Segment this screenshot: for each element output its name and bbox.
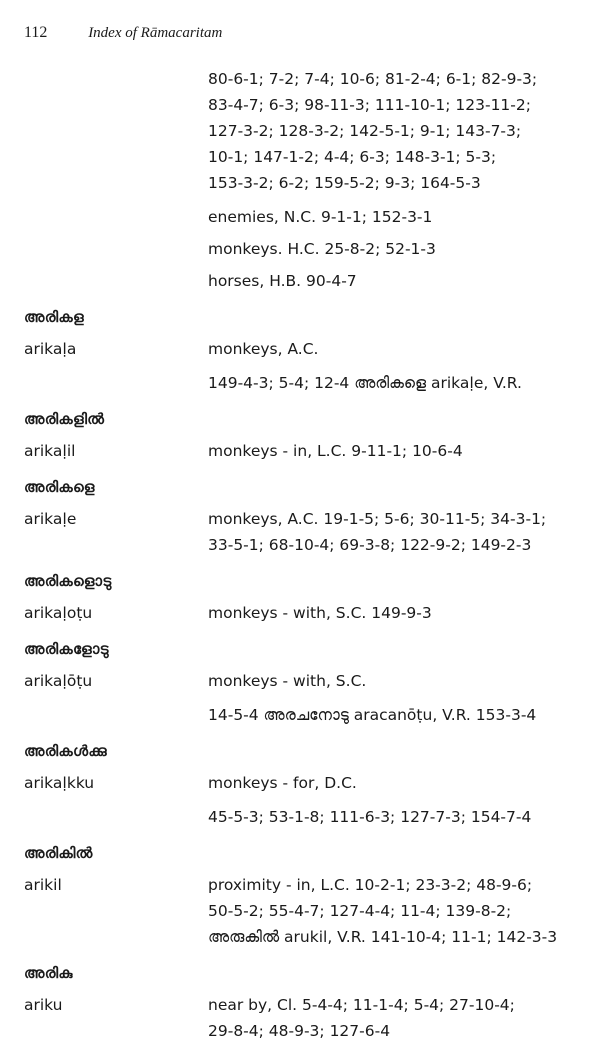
transliterated-headword: arikaḷe: [24, 510, 77, 528]
index-entry: [24, 408, 580, 464]
malayalam-headword: അരികിൽ: [24, 844, 93, 862]
index-entry: [24, 962, 580, 1044]
reference-line: monkeys - for, D.C.: [208, 774, 357, 792]
running-title: Index of Rāmacaritam: [88, 25, 223, 41]
continuation-line: 10-1; 147-1-2; 4-4; 6-3; 148-3-1; 5-3;: [208, 148, 497, 166]
reference-line: monkeys - with, S.C. 149-9-3: [208, 604, 432, 622]
entry-references: [208, 506, 580, 558]
page-header: [24, 22, 222, 42]
reference-line: 45-5-3; 53-1-8; 111-6-3; 127-7-3; 154-7-4: [208, 808, 532, 826]
continuation-extra: horses, H.B. 90-4-7: [208, 272, 357, 290]
continuation-line: 153-3-2; 6-2; 159-5-2; 9-3; 164-5-3: [208, 174, 481, 192]
page-number: 112: [24, 24, 48, 41]
transliterated-headword: arikaḷa: [24, 340, 77, 358]
index-entry: [24, 638, 580, 728]
index-entry: [24, 306, 580, 396]
reference-line: അരുകിൽ arukil, V.R. 141-10-4; 11-1; 142-3-3: [208, 928, 558, 946]
transliterated-headword: arikaḷkku: [24, 774, 95, 792]
index-entry: [24, 570, 580, 626]
entry-references: [208, 600, 580, 626]
reference-line: monkeys, A.C.: [208, 340, 319, 358]
reference-line: monkeys - in, L.C. 9-11-1; 10-6-4: [208, 442, 463, 460]
reference-line: monkeys - with, S.C.: [208, 672, 367, 690]
entry-references: [208, 438, 580, 464]
malayalam-headword: അരികൾക്കു: [24, 742, 107, 760]
entry-references: [208, 668, 580, 728]
reference-line: near by, Cl. 5-4-4; 11-1-4; 5-4; 27-10-4;: [208, 996, 515, 1014]
continuation-line: 80-6-1; 7-2; 7-4; 10-6; 81-2-4; 6-1; 82-9-3;: [208, 70, 538, 88]
reference-line: 29-8-4; 48-9-3; 127-6-4: [208, 1022, 391, 1040]
entry-references: [208, 992, 580, 1044]
entry-references: [208, 872, 580, 950]
continuation-line: 83-4-7; 6-3; 98-11-3; 111-10-1; 123-11-2;: [208, 96, 531, 114]
transliterated-headword: arikaḷoṭu: [24, 604, 93, 622]
transliterated-headword: arikil: [24, 876, 62, 894]
index-entry: [24, 842, 580, 950]
malayalam-headword: അരികു: [24, 964, 73, 982]
continuation-block: [24, 66, 580, 294]
continuation-extra: monkeys. H.C. 25-8-2; 52-1-3: [208, 240, 436, 258]
malayalam-headword: അരികള: [24, 308, 85, 326]
reference-line: 14-5-4 അരചനോടു aracanōṭu, V.R. 153-3-4: [208, 706, 537, 724]
reference-line: proximity - in, L.C. 10-2-1; 23-3-2; 48-9-6;: [208, 876, 533, 894]
malayalam-headword: അരികളോടു: [24, 640, 109, 658]
index-entry: [24, 476, 580, 558]
transliterated-headword: arikaḷil: [24, 442, 76, 460]
continuation-line: 127-3-2; 128-3-2; 142-5-1; 9-1; 143-7-3;: [208, 122, 522, 140]
transliterated-headword: arikaḷōṭu: [24, 672, 93, 690]
transliterated-headword: ariku: [24, 996, 63, 1014]
continuation-extra: enemies, N.C. 9-1-1; 152-3-1: [208, 208, 433, 226]
malayalam-headword: അരികളിൽ: [24, 410, 105, 428]
entry-references: [208, 336, 580, 396]
index-content: [24, 66, 580, 1044]
entry-references: [208, 770, 580, 830]
malayalam-headword: അരികളൊടു: [24, 572, 112, 590]
index-entry: [24, 740, 580, 830]
malayalam-headword: അരികളെ: [24, 478, 95, 496]
reference-line: 149-4-3; 5-4; 12-4 അരികളെ arikaḷe, V.R.: [208, 374, 522, 392]
reference-line: 50-5-2; 55-4-7; 127-4-4; 11-4; 139-8-2;: [208, 902, 512, 920]
reference-line: 33-5-1; 68-10-4; 69-3-8; 122-9-2; 149-2-3: [208, 536, 532, 554]
reference-line: monkeys, A.C. 19-1-5; 5-6; 30-11-5; 34-3-1;: [208, 510, 547, 528]
